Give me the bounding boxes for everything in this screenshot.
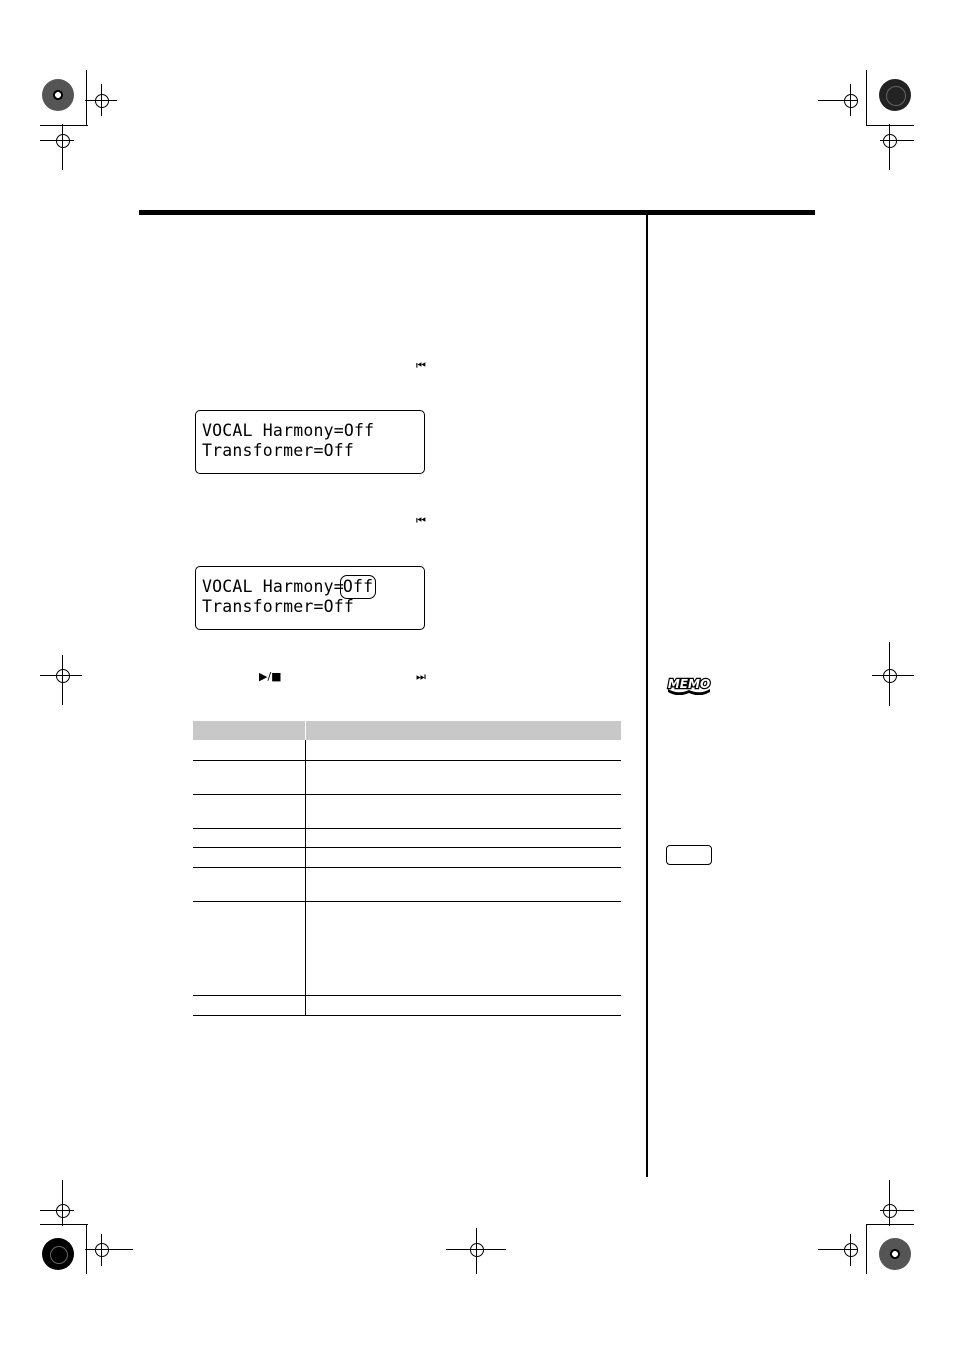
table-row — [193, 847, 621, 867]
play-stop-icon: ▶/■ — [259, 670, 282, 683]
parameter-table — [193, 721, 621, 1016]
sidebar-divider — [646, 215, 648, 1177]
table-header-row — [193, 721, 621, 740]
table-header-cell — [306, 721, 622, 740]
cursor-highlight: Off — [340, 575, 376, 599]
forward-icon: ⏭ — [416, 670, 426, 683]
table-header-cell — [193, 721, 306, 740]
rewind-icon: ⏮ — [416, 359, 426, 372]
note-icon — [666, 845, 712, 865]
table-row — [193, 794, 621, 828]
memo-icon — [666, 675, 712, 695]
lcd-line-1: VOCAL Harmony=Off — [202, 577, 424, 597]
table-row — [193, 995, 621, 1015]
lcd-display — [195, 410, 425, 474]
lcd-line-2: Transformer=Off — [202, 441, 355, 460]
table-row — [193, 901, 621, 995]
table-row — [193, 760, 621, 794]
table-row — [193, 828, 621, 847]
lcd-line-2: Transformer=Off — [202, 597, 355, 616]
lcd-line-1: VOCAL Harmony=Off — [202, 421, 375, 440]
svg-text:MEMO: MEMO — [667, 677, 711, 691]
header-rule — [139, 210, 815, 215]
lcd-display-highlighted — [195, 566, 425, 630]
memo-graphic — [666, 675, 712, 695]
table-row — [193, 740, 621, 760]
table-row — [193, 867, 621, 901]
rewind-icon: ⏮ — [416, 514, 426, 527]
